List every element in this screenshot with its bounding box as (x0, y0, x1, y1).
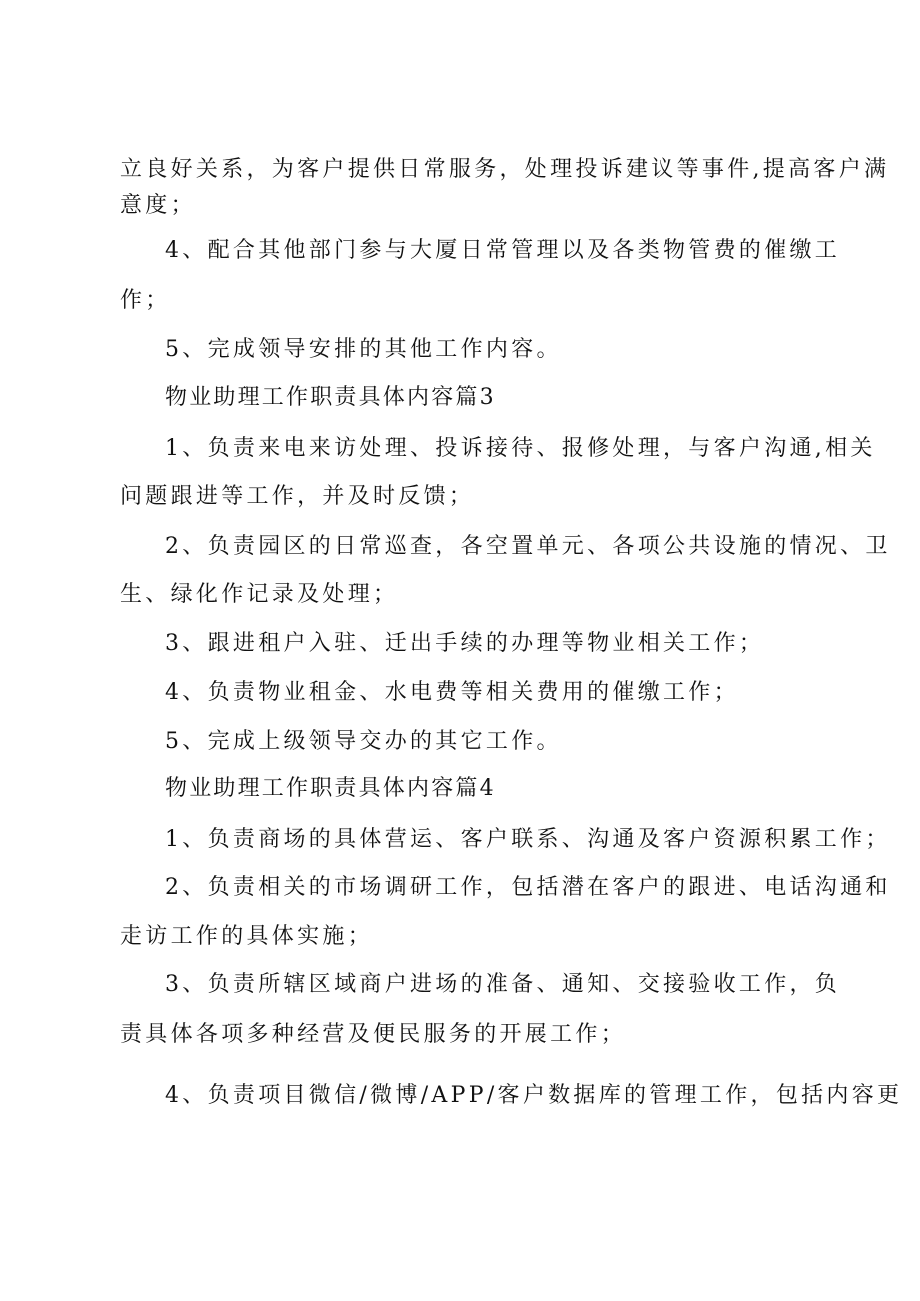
section-heading: 物业助理工作职责具体内容篇4 (165, 776, 496, 801)
paragraph-line: 3、负责所辖区域商户进场的准备、通知、交接验收工作，负 (165, 972, 841, 997)
section-heading: 物业助理工作职责具体内容篇3 (165, 385, 496, 410)
paragraph-line: 3、跟进租户入驻、迁出手续的办理等物业相关工作； (165, 631, 765, 656)
paragraph-line: 生、绿化作记录及处理； (120, 582, 399, 607)
paragraph-line: 作； (120, 288, 171, 313)
paragraph-line: 2、负责相关的市场调研工作，包括潜在客户的跟进、电话沟通和 (165, 875, 891, 900)
paragraph-line: 立良好关系，为客户提供日常服务，处理投诉建议等事件,提高客户满 (120, 157, 890, 182)
paragraph-line: 4、配合其他部门参与大厦日常管理以及各类物管费的催缴工 (165, 238, 841, 263)
paragraph-line: 意度； (120, 193, 196, 218)
paragraph-line: 1、负责商场的具体营运、客户联系、沟通及客户资源积累工作； (165, 827, 891, 852)
paragraph-line: 4、负责物业租金、水电费等相关费用的催缴工作； (165, 680, 739, 705)
paragraph-line: 问题跟进等工作，并及时反馈； (120, 484, 475, 509)
paragraph-line: 责具体各项多种经营及便民服务的开展工作； (120, 1022, 627, 1047)
paragraph-line: 走访工作的具体实施； (120, 924, 374, 949)
paragraph-line: 5、完成领导安排的其他工作内容。 (165, 337, 562, 362)
paragraph-line: 2、负责园区的日常巡查，各空置单元、各项公共设施的情况、卫 (165, 534, 891, 559)
paragraph-line: 4、负责项目微信/微博/APP/客户数据库的管理工作，包括内容更 (165, 1083, 903, 1108)
paragraph-line: 1、负责来电来访处理、投诉接待、报修处理，与客户沟通,相关 (165, 436, 876, 461)
paragraph-line: 5、完成上级领导交办的其它工作。 (165, 729, 562, 754)
